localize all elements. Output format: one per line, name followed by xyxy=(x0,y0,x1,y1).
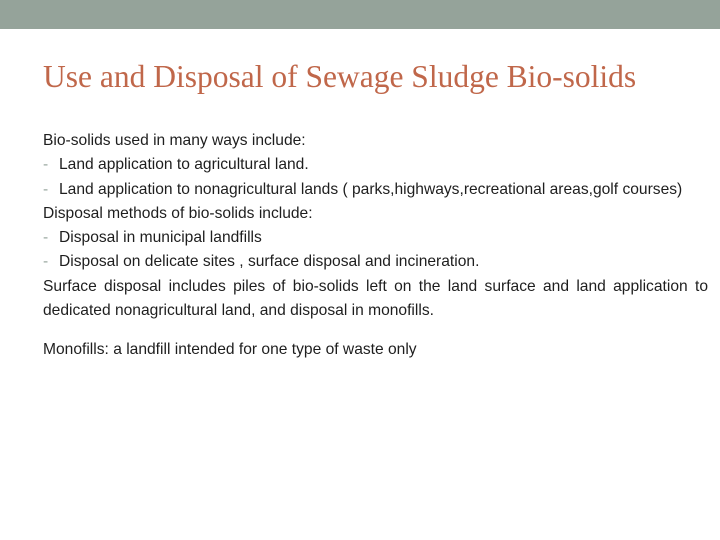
disposal-landfills: Disposal in municipal landfills xyxy=(59,229,262,247)
slide-body xyxy=(43,129,708,363)
bullet-dash: - xyxy=(43,156,49,174)
top-accent-bar xyxy=(0,0,720,29)
list-item xyxy=(43,178,708,202)
use-agricultural: Land application to agricultural land. xyxy=(59,156,309,174)
paragraph-spacer xyxy=(43,323,708,338)
list-item xyxy=(43,250,708,274)
bullet-dash: - xyxy=(43,180,49,198)
use-nonagricultural: Land application to nonagricultural lands ( parks,highways,recreational areas,golf courses) xyxy=(59,180,683,198)
disposal-intro: Disposal methods of bio-solids include: xyxy=(43,204,313,222)
disposal-delicate-sites: Disposal on delicate sites , surface disposal and incineration. xyxy=(59,253,480,271)
slide-title: Use and Disposal of Sewage Sludge Bio-solids xyxy=(43,59,637,94)
bullet-dash: - xyxy=(43,253,49,271)
bullet-dash: - xyxy=(43,229,49,247)
list-item xyxy=(43,226,708,250)
surface-disposal-paragraph: Surface disposal includes piles of bio-solids left on the land surface and land application to dedicated nonagricultural land, and disposal in monofills. xyxy=(43,277,708,320)
list-item xyxy=(43,153,708,177)
monofills-note: Monofills: a landfill intended for one type of waste only xyxy=(43,341,417,359)
uses-intro: Bio-solids used in many ways include: xyxy=(43,132,306,149)
